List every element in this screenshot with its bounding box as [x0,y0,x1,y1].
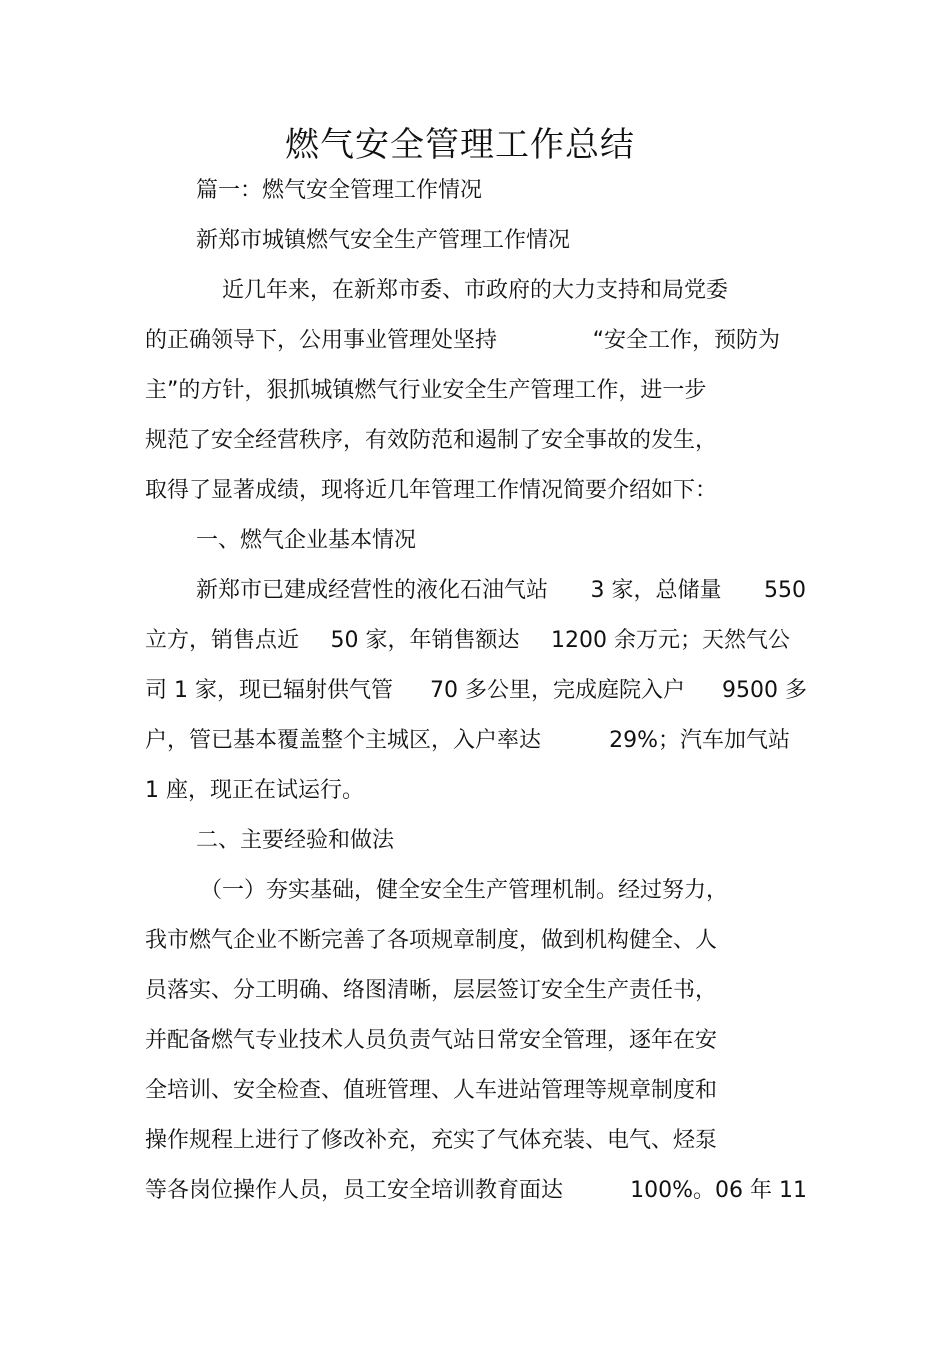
line-segment: 9500 多 [722,678,807,703]
paragraph-line-wrap [145,726,790,756]
paragraph-line: 规范了安全经营秩序，有效防范和遏制了安全事故的发生， [145,428,718,453]
paragraph-line-wrap [145,1176,807,1206]
paragraph-line-wrap [145,326,780,356]
paragraph-line: 员落实、分工明确、络图清晰，层层签订安全生产责任书， [145,978,718,1003]
line-segment: “安全工作，预防为 [592,328,780,353]
paragraph-line [145,676,807,706]
line-segment: 50 家，年销售额达 [330,628,520,653]
paragraph-line: 操作规程上进行了修改补充，充实了气体充装、电气、烃泵 [145,1128,718,1153]
section-heading: 一、燃气企业基本情况 [196,528,417,553]
line-segment: 100%。06 年 11 [630,1178,807,1203]
line-segment: 户，管已基本覆盖整个主城区，入户率达 [145,728,542,753]
paragraph-line: 并配备燃气专业技术人员负责气站日常安全管理，逐年在安 [145,1028,718,1053]
line-segment: 550 [763,578,806,603]
paragraph-line: 新郑市城镇燃气安全生产管理工作情况 [196,228,571,253]
line-segment: 1200 余万元；天然气公 [551,628,790,653]
paragraph-line [196,576,806,606]
paragraph-line: 我市燃气企业不断完善了各项规章制度，做到机构健全、人 [145,928,718,953]
line-segment: 新郑市已建成经营性的液化石油气站 [196,578,549,603]
line-segment: 70 多公里，完成庭院入户 [430,678,685,703]
line-segment: 司 1 家，现已辐射供气管 [145,678,393,703]
paragraph-line-wrap [145,626,790,656]
paragraph-line: （一）夯实基础，健全安全生产管理机制。经过努力， [200,878,729,903]
section-heading: 二、主要经验和做法 [196,828,395,853]
paragraph-line: 近几年来，在新郑市委、市政府的大力支持和局党委 [222,278,729,303]
paragraph-line-wrap [196,576,806,606]
paragraph-line [145,726,790,756]
paragraph-line: 取得了显著成绩，现将近几年管理工作情况简要介绍如下： [145,478,718,503]
line-segment: 立方，销售点近 [145,628,300,653]
document-title: 燃气安全管理工作总结 [285,125,635,165]
paragraph-line: 全培训、安全检查、值班管理、人车进站管理等规章制度和 [145,1078,718,1103]
paragraph-line: 篇一：燃气安全管理工作情况 [196,178,483,203]
line-segment: 等各岗位操作人员，员工安全培训教育面达 [145,1178,564,1203]
paragraph-line-wrap [145,676,807,706]
paragraph-line: 1 座，现正在试运行。 [145,778,364,803]
paragraph-line [145,626,790,656]
paragraph-line [145,1176,807,1206]
paragraph-line [145,326,780,356]
line-segment: 的正确领导下，公用事业管理处坚持 [145,328,498,353]
line-segment: 29%；汽车加气站 [609,728,790,753]
line-segment: 3 家，总储量 [590,578,722,603]
paragraph-line: 主”的方针，狠抓城镇燃气行业安全生产管理工作，进一步 [145,378,707,403]
